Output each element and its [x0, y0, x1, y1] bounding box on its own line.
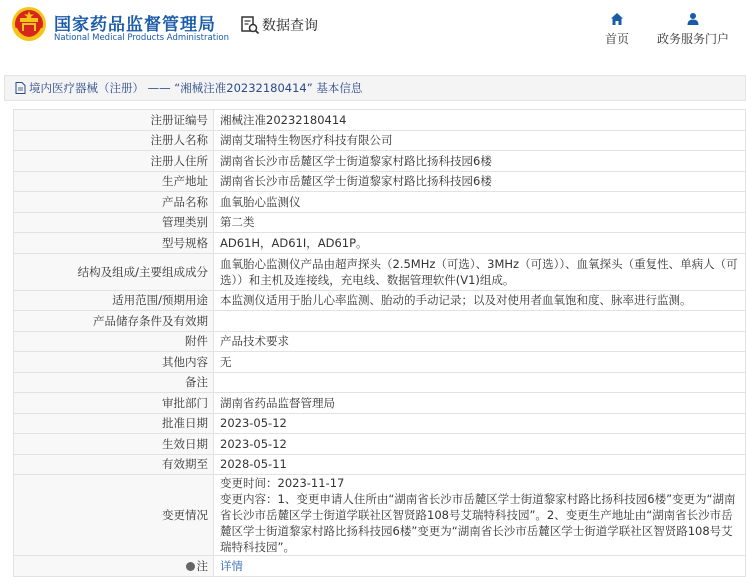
field-value-text: 第二类	[220, 215, 255, 230]
field-value-text: 变更时间：2023-11-17 变更内容：1、变更申请人住所由“湖南省长沙市岳麓区学士街道黎家村路比扬科技园6楼”变更为“湖南省长沙市岳麓区学士街道学联社区智贤路108号艾瑞特科技园”。2、变更生产地址由“湖南省长沙市岳麓区学士街道黎家村路比扬科技园6楼”变更为“湖南省长沙市岳麓区学士街道学联社区智贤路108号艾瑞特科技园”。	[220, 476, 736, 554]
field-value	[214, 130, 746, 151]
field-value	[214, 110, 746, 131]
field-value	[214, 475, 746, 556]
field-label	[14, 413, 214, 434]
field-value	[214, 393, 746, 414]
table-row	[14, 253, 746, 290]
field-value	[214, 171, 746, 192]
field-label-text: 附件	[185, 334, 208, 349]
table-row	[14, 454, 746, 475]
field-label	[14, 556, 214, 577]
field-value-text: 湖南省长沙市岳麓区学士街道黎家村路比扬科技园6楼	[220, 174, 492, 189]
field-label	[14, 372, 214, 393]
document-search-icon	[240, 15, 260, 35]
field-label	[14, 475, 214, 556]
table-row	[14, 331, 746, 352]
field-label	[14, 331, 214, 352]
field-value-text: 无	[220, 354, 232, 369]
field-label	[14, 311, 214, 332]
table-row	[14, 171, 746, 192]
field-label	[14, 233, 214, 254]
field-label	[14, 130, 214, 151]
nav-gov-label: 政务服务门户	[656, 32, 729, 46]
table-row	[14, 151, 746, 172]
field-label	[14, 454, 214, 475]
registration-detail-table	[13, 109, 746, 577]
field-value	[214, 556, 746, 577]
field-label-text: 型号规格	[162, 235, 208, 250]
field-value-text: 湖南艾瑞特生物医疗科技有限公司	[220, 133, 393, 148]
nmpa-emblem-icon[interactable]	[11, 6, 47, 42]
table-row	[14, 212, 746, 233]
field-label-text: 结构及组成/主要组成成分	[77, 264, 208, 279]
nav-home[interactable]	[600, 12, 634, 47]
field-value-text: 血氧胎心监测仪	[220, 194, 301, 209]
field-label-text: 备注	[185, 375, 208, 390]
field-label	[14, 434, 214, 455]
data-query-label: 数据查询	[262, 18, 318, 34]
field-label	[14, 192, 214, 213]
field-label-text: 批准日期	[162, 416, 208, 431]
note-icon	[186, 562, 195, 571]
field-label	[14, 253, 214, 290]
field-value-text: 2023-05-12	[220, 436, 287, 451]
record-title-bar	[4, 75, 746, 101]
table-row	[14, 233, 746, 254]
field-value-text: 湖南省长沙市岳麓区学士街道黎家村路比扬科技园6楼	[220, 153, 492, 168]
user-icon	[686, 12, 700, 26]
field-label-text: 注册人名称	[150, 133, 208, 148]
field-value-text: AD61H，AD61I，AD61P。	[220, 235, 368, 250]
field-label	[14, 290, 214, 311]
nav-home-label: 首页	[604, 32, 629, 46]
field-label-text: 产品储存条件及有效期	[93, 313, 208, 328]
field-label	[14, 352, 214, 373]
field-value-text: 血氧胎心监测仪产品由超声探头（2.5MHz（可选）、3MHz（可选））、血氧探头（重复性、单病人（可选））和主机及连接线，充电线、数据管理软件(V1)组成。	[220, 256, 738, 287]
data-query-link[interactable]	[240, 15, 318, 35]
field-label	[14, 393, 214, 414]
field-value-text: 产品技术要求	[220, 334, 289, 349]
table-row	[14, 393, 746, 414]
field-label-text: 生产地址	[162, 174, 208, 189]
field-label	[14, 151, 214, 172]
brand-subtitle[interactable]: National Medical Products Administration	[54, 33, 229, 43]
table-row	[14, 434, 746, 455]
nav-gov-service[interactable]	[653, 12, 733, 47]
home-icon	[610, 12, 624, 26]
field-value	[214, 434, 746, 455]
table-row	[14, 311, 746, 332]
site-header	[0, 0, 746, 58]
field-label-text: 注册人住所	[150, 153, 208, 168]
field-value	[214, 413, 746, 434]
field-value	[214, 233, 746, 254]
field-label-text: 变更情况	[162, 508, 208, 522]
field-label-text: 注册证编号	[150, 112, 208, 127]
field-value	[214, 372, 746, 393]
field-value-text: 本监测仪适用于胎儿心率监测、胎动的手动记录；以及对使用者血氧饱和度、脉率进行监测。	[220, 293, 692, 308]
field-value-text: 2028-05-11	[220, 457, 287, 472]
field-label-text: 其他内容	[162, 354, 208, 369]
field-label-text: 管理类别	[162, 215, 208, 230]
table-row	[14, 556, 746, 577]
table-row	[14, 372, 746, 393]
table-row	[14, 192, 746, 213]
field-value	[214, 192, 746, 213]
field-label-text: 有效期至	[162, 457, 208, 472]
field-value	[214, 331, 746, 352]
field-label	[14, 110, 214, 131]
table-row	[14, 130, 746, 151]
field-value-text: 湘械注准20232180414	[220, 112, 347, 127]
table-row	[14, 110, 746, 131]
record-title: 境内医疗器械（注册） —— “湘械注准20232180414” 基本信息	[29, 81, 363, 95]
field-value-text: 湖南省药品监督管理局	[220, 395, 335, 410]
field-label-text: 产品名称	[162, 194, 208, 209]
field-value	[214, 212, 746, 233]
field-value	[214, 290, 746, 311]
field-value	[214, 151, 746, 172]
field-value-text: 2023-05-12	[220, 416, 287, 431]
field-value	[214, 352, 746, 373]
field-label	[14, 171, 214, 192]
field-label-text: 适用范围/预期用途	[112, 293, 208, 308]
brand-title[interactable]: 国家药品监督管理局	[54, 15, 216, 35]
table-row	[14, 290, 746, 311]
table-row	[14, 475, 746, 556]
field-value	[214, 311, 746, 332]
details-link[interactable]: 详情	[220, 558, 243, 573]
table-row	[14, 413, 746, 434]
document-icon	[15, 82, 26, 94]
field-value	[214, 454, 746, 475]
field-label	[14, 212, 214, 233]
field-label-text: 生效日期	[162, 436, 208, 451]
field-label-text: 审批部门	[162, 395, 208, 410]
field-value	[214, 253, 746, 290]
field-label-text: 注	[196, 558, 208, 573]
table-row	[14, 352, 746, 373]
